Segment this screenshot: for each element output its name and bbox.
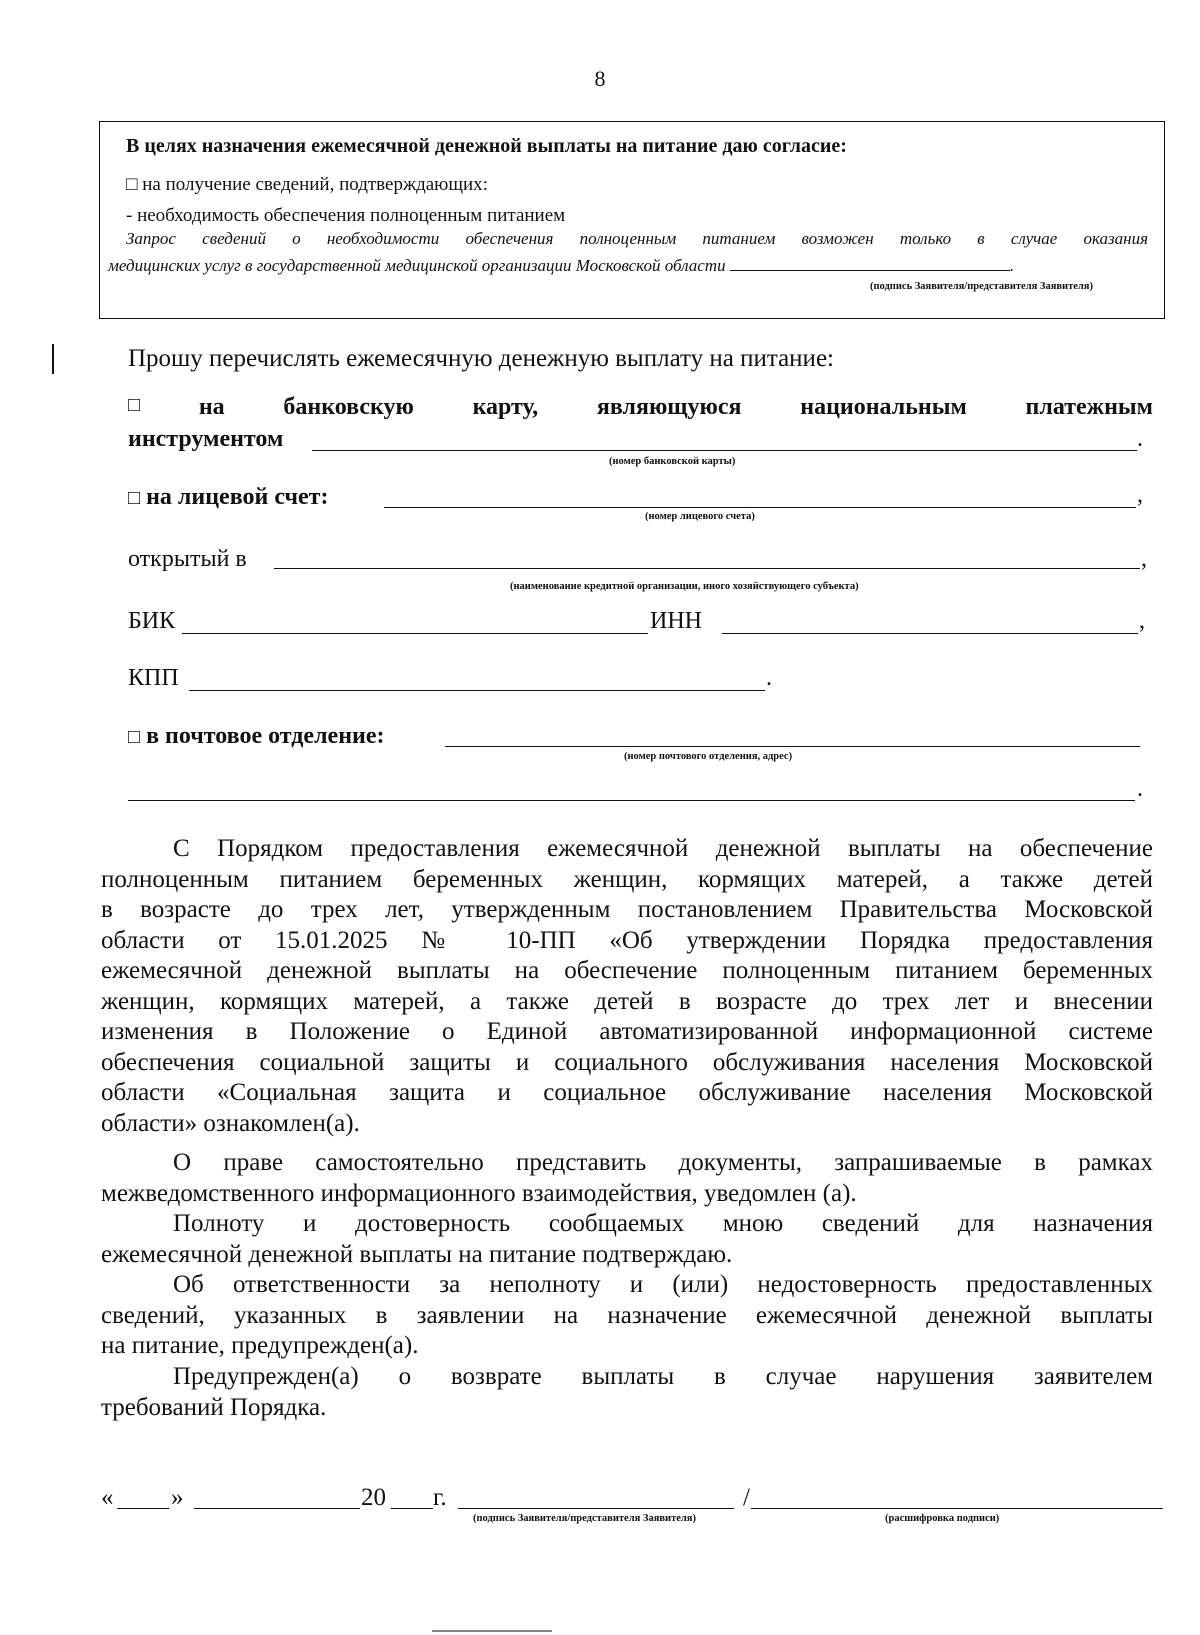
post-address-field[interactable] bbox=[128, 800, 1135, 801]
date-year-prefix: 20 bbox=[361, 1484, 386, 1511]
paragraph-line: обеспечения социальной защиты и социального обслуживания населения Московской bbox=[101, 1048, 1153, 1076]
date-quote-close: » bbox=[171, 1484, 184, 1511]
signature-slash: / bbox=[743, 1484, 750, 1511]
opened-in-comma: , bbox=[1141, 546, 1147, 572]
checkbox-icon[interactable]: □ bbox=[128, 487, 141, 509]
card-number-field[interactable] bbox=[312, 450, 1137, 451]
paragraph-line: ежемесячной денежной выплаты на питание подтверждаю. bbox=[101, 1240, 733, 1268]
margin-mark bbox=[52, 344, 54, 374]
card-word: на bbox=[198, 394, 225, 420]
paragraph-line: Полноту и достоверность сообщаемых мною сведений для назначения bbox=[173, 1210, 1153, 1237]
kpp-label: КПП bbox=[128, 665, 179, 691]
paragraph-procedure bbox=[101, 834, 1153, 1139]
checkbox-icon[interactable]: □ bbox=[128, 394, 141, 416]
paragraph-line: области» ознакомлен(а). bbox=[101, 1109, 360, 1137]
paragraph-line: области «Социальная защита и социальное обслуживание населения Московской bbox=[101, 1079, 1153, 1106]
inn-comma: , bbox=[1139, 608, 1145, 634]
consent-note-end: . bbox=[1009, 256, 1015, 275]
consent-note-text: медицинских услуг в государственной медицинской организации Московской области bbox=[108, 256, 726, 275]
consent-signature-line[interactable] bbox=[730, 256, 1010, 271]
signature-field[interactable] bbox=[458, 1508, 734, 1509]
card-word: платежным bbox=[1025, 394, 1153, 420]
signature-decoding-caption: (расшифровка подписи) bbox=[885, 1513, 1000, 1524]
paragraph-line: сведений, указанных в заявлении на назначение ежемесячной денежной выплаты bbox=[101, 1301, 1153, 1329]
consent-note-line2 bbox=[108, 256, 1158, 276]
consent-item: - необходимость обеспечения полноценным питанием bbox=[126, 205, 566, 226]
paragraph-line: на питание, предупрежден(а). bbox=[101, 1332, 419, 1359]
card-word: являющуюся bbox=[596, 394, 742, 420]
paragraph-line: требований Порядка. bbox=[101, 1393, 327, 1421]
paragraph-line: Предупрежден(а) о возврате выплаты в случае нарушения заявителем bbox=[173, 1363, 1153, 1390]
post-label: в почтовое отделение: bbox=[146, 723, 385, 749]
account-label: на лицевой счет: bbox=[146, 484, 329, 510]
scan-artifact bbox=[432, 1630, 552, 1632]
paragraph-line: Об ответственности за неполноту и (или) недостоверность предоставленных bbox=[173, 1271, 1153, 1298]
paragraph-line: межведомственного информационного взаимодействия, уведомлен (а). bbox=[101, 1179, 857, 1207]
post-period: . bbox=[1137, 776, 1143, 802]
date-day-field[interactable] bbox=[117, 1508, 169, 1509]
card-word: банковскую bbox=[283, 394, 414, 420]
kpp-field[interactable] bbox=[189, 690, 765, 691]
card-option-line2: инструментом bbox=[128, 426, 284, 452]
bank-name-field[interactable] bbox=[274, 568, 1140, 569]
signature-caption: (подпись Заявителя/представителя Заявителя) bbox=[473, 1513, 696, 1524]
consent-option bbox=[126, 174, 488, 196]
date-month-field[interactable] bbox=[194, 1508, 360, 1509]
inn-field[interactable] bbox=[722, 633, 1138, 634]
consent-note-line1: Запрос сведений о необходимости обеспечения полноценным питанием возможен только в случае оказания bbox=[126, 229, 1148, 248]
bik-field[interactable] bbox=[182, 633, 648, 634]
kpp-period: . bbox=[766, 665, 772, 691]
paragraph-accuracy bbox=[101, 1209, 1153, 1270]
consent-title: В целях назначения ежемесячной денежной выплаты на питание даю согласие: bbox=[126, 135, 847, 157]
consent-option-label: на получение сведений, подтверждающих: bbox=[142, 174, 488, 195]
paragraph-responsibility bbox=[101, 1270, 1153, 1362]
paragraph-line: С Порядком предоставления ежемесячной денежной выплаты на обеспечение bbox=[173, 835, 1153, 862]
paragraph-line: изменения в Положение о Единой автоматизированной информационной системе bbox=[101, 1018, 1153, 1045]
post-office-caption: (номер почтового отделения, адрес) bbox=[624, 751, 793, 762]
account-number-caption: (номер лицевого счета) bbox=[645, 511, 755, 522]
checkbox-icon[interactable]: □ bbox=[128, 726, 141, 748]
account-option bbox=[128, 484, 328, 511]
card-word: национальным bbox=[800, 394, 967, 420]
card-option-line1 bbox=[128, 394, 1153, 421]
paragraph-line: в возрасте до трех лет, утвержденным постановлением Правительства Московской bbox=[101, 896, 1153, 923]
paragraph-line: ежемесячной денежной выплаты на обеспечение полноценным питанием беременных bbox=[101, 957, 1153, 984]
paragraph-documents-right bbox=[101, 1148, 1153, 1209]
date-year-field[interactable] bbox=[391, 1508, 433, 1509]
card-period: . bbox=[1137, 426, 1143, 452]
payment-title: Прошу перечислять ежемесячную денежную выплату на питание: bbox=[128, 345, 834, 372]
card-number-caption: (номер банковской карты) bbox=[609, 456, 736, 467]
date-quote-open: « bbox=[101, 1484, 114, 1511]
page-number: 8 bbox=[594, 66, 606, 91]
inn-label: ИНН bbox=[650, 608, 702, 634]
account-number-field[interactable] bbox=[384, 507, 1136, 508]
date-year-suffix: г. bbox=[433, 1484, 447, 1511]
paragraph-line: женщин, кормящих матерей, а также детей в возрасте до трех лет и внесении bbox=[101, 987, 1153, 1015]
opened-in-label: открытый в bbox=[128, 546, 247, 572]
signature-decoding-field[interactable] bbox=[751, 1508, 1163, 1509]
paragraph-line: области от 15.01.2025 № 10-ПП «Об утверждении Порядка предоставления bbox=[101, 926, 1153, 954]
paragraph-line: О праве самостоятельно представить документы, запрашиваемые в рамках bbox=[173, 1149, 1153, 1176]
account-comma: , bbox=[1137, 482, 1143, 508]
paragraph-line: полноценным питанием беременных женщин, кормящих матерей, а также детей bbox=[101, 865, 1153, 893]
consent-signature-caption: (подпись Заявителя/представителя Заявителя) bbox=[870, 281, 1093, 292]
post-option bbox=[128, 723, 385, 750]
card-word: карту, bbox=[472, 394, 539, 420]
bank-name-caption: (наименование кредитной организации, иного хозяйствующего субъекта) bbox=[510, 581, 859, 592]
paragraph-refund-warning bbox=[101, 1362, 1153, 1423]
bik-label: БИК bbox=[128, 608, 176, 634]
post-office-field[interactable] bbox=[445, 746, 1140, 747]
checkbox-icon[interactable]: □ bbox=[126, 174, 138, 195]
